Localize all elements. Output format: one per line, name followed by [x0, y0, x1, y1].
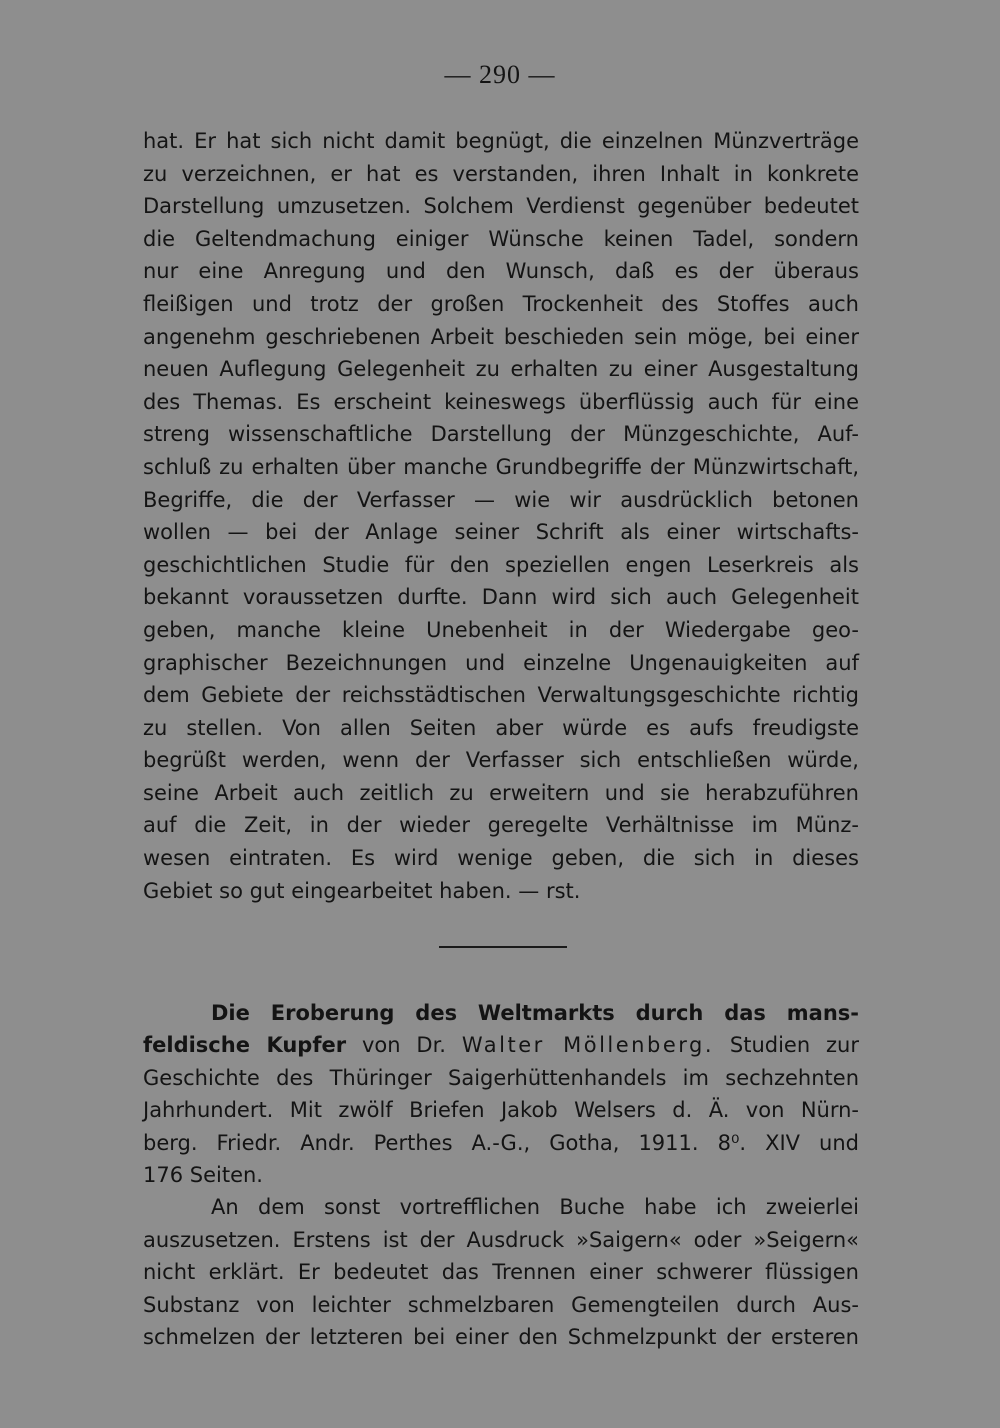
- text-line: graphischer Bezeichnungen und einzelne Ungenauigkeiten auf: [143, 650, 859, 675]
- page-number: — 290 —: [444, 60, 556, 89]
- book-author: Walter Möllenberg.: [461, 1033, 715, 1058]
- book-pages-line: 176 Seiten.: [143, 1162, 263, 1187]
- text-line: schmelzen der letzteren bei einer den Schmelzpunkt der ersteren: [143, 1324, 859, 1349]
- text-line: neuen Auflegung Gelegenheit zu erhalten zu einer Ausgestaltung: [143, 357, 859, 382]
- text-line: Gebiet so gut eingearbeitet haben.: [143, 878, 512, 903]
- text-line: hat. Er hat sich nicht damit begnügt, die einzelnen Münzverträge: [143, 129, 859, 153]
- text-line: auf die Zeit, in der wieder geregelte Verhältnisse im Münz-: [143, 813, 859, 838]
- reviewer-signature: — rst.: [518, 878, 581, 903]
- text-line: geben, manche kleine Unebenheit in der Wiedergabe geo-: [143, 617, 859, 642]
- book-title-line: Die Eroberung des Weltmarkts durch das mans-: [211, 1001, 859, 1025]
- book-subtitle-line: Jahrhundert. Mit zwölf Briefen Jakob Welsers d. Ä. von Nürn-: [143, 1098, 859, 1123]
- section-divider: [439, 946, 567, 948]
- text-line: Darstellung umzusetzen. Solchem Verdienst gegenüber bedeutet: [143, 194, 859, 219]
- text-line: die Geltendmachung einiger Wünsche keinen Tadel, sondern: [143, 226, 859, 251]
- text-line: zu verzeichnen, er hat es verstanden, ihren Inhalt in konkrete: [143, 161, 859, 186]
- text-line: wesen eintraten. Es wird wenige geben, die sich in dieses: [143, 846, 859, 871]
- book-title-end: feldische Kupfer: [143, 1033, 347, 1058]
- text-line: schluß zu erhalten über manche Grundbegriffe der Münzwirtschaft,: [143, 454, 859, 479]
- text-line: Substanz von leichter schmelzbaren Gemengteilen durch Aus-: [143, 1292, 859, 1317]
- book-title-author-line: [143, 1029, 859, 1061]
- book-subtitle-line: Geschichte des Thüringer Saigerhüttenhandels im sechzehnten: [143, 1065, 859, 1090]
- text-line: fleißigen und trotz der großen Trockenheit des Stoffes auch: [143, 291, 859, 316]
- book-review-block: [143, 997, 859, 1353]
- text-line: bekannt voraussetzen durfte. Dann wird sich auch Gelegenheit: [143, 585, 859, 610]
- text-line: dem Gebiete der reichsstädtischen Verwaltungsgeschichte richtig: [143, 683, 859, 708]
- text-line: Begriffe, die der Verfasser — wie wir ausdrücklich betonen: [143, 487, 859, 512]
- text-line: geschichtlichen Studie für den speziellen engen Leserkreis als: [143, 552, 859, 577]
- text-line: streng wissenschaftliche Darstellung der Münzgeschichte, Auf-: [143, 422, 859, 447]
- text-line: nicht erklärt. Er bedeutet das Trennen einer schwerer flüssigen: [143, 1260, 859, 1285]
- text-line: wollen — bei der Anlage seiner Schrift als einer wirtschafts-: [143, 520, 859, 545]
- subtitle-start: Studien zur: [729, 1033, 859, 1058]
- text-line: auszusetzen. Erstens ist der Ausdruck »Saigern« oder »Seigern«: [143, 1227, 859, 1252]
- text-line: des Themas. Es erscheint keineswegs überflüssig auch für eine: [143, 389, 859, 414]
- text-line: angenehm geschriebenen Arbeit beschieden sein möge, bei einer: [143, 324, 859, 349]
- text-line: nur eine Anregung und den Wunsch, daß es der überaus: [143, 259, 859, 284]
- text-line: begrüßt werden, wenn der Verfasser sich entschließen würde,: [143, 748, 859, 773]
- text-line: zu stellen. Von allen Seiten aber würde es aufs freudigste: [143, 715, 859, 740]
- von-text: von Dr.: [361, 1033, 446, 1058]
- book-publisher-line: berg. Friedr. Andr. Perthes A.-G., Gotha, 1911. 8⁰. XIV und: [143, 1130, 859, 1155]
- text-line: seine Arbeit auch zeitlich zu erweitern und sie herabzuführen: [143, 780, 859, 805]
- text-line: An dem sonst vortrefflichen Buche habe ich zweierlei: [211, 1195, 859, 1220]
- review-text-block: [143, 125, 859, 907]
- signoff-line: [143, 875, 859, 908]
